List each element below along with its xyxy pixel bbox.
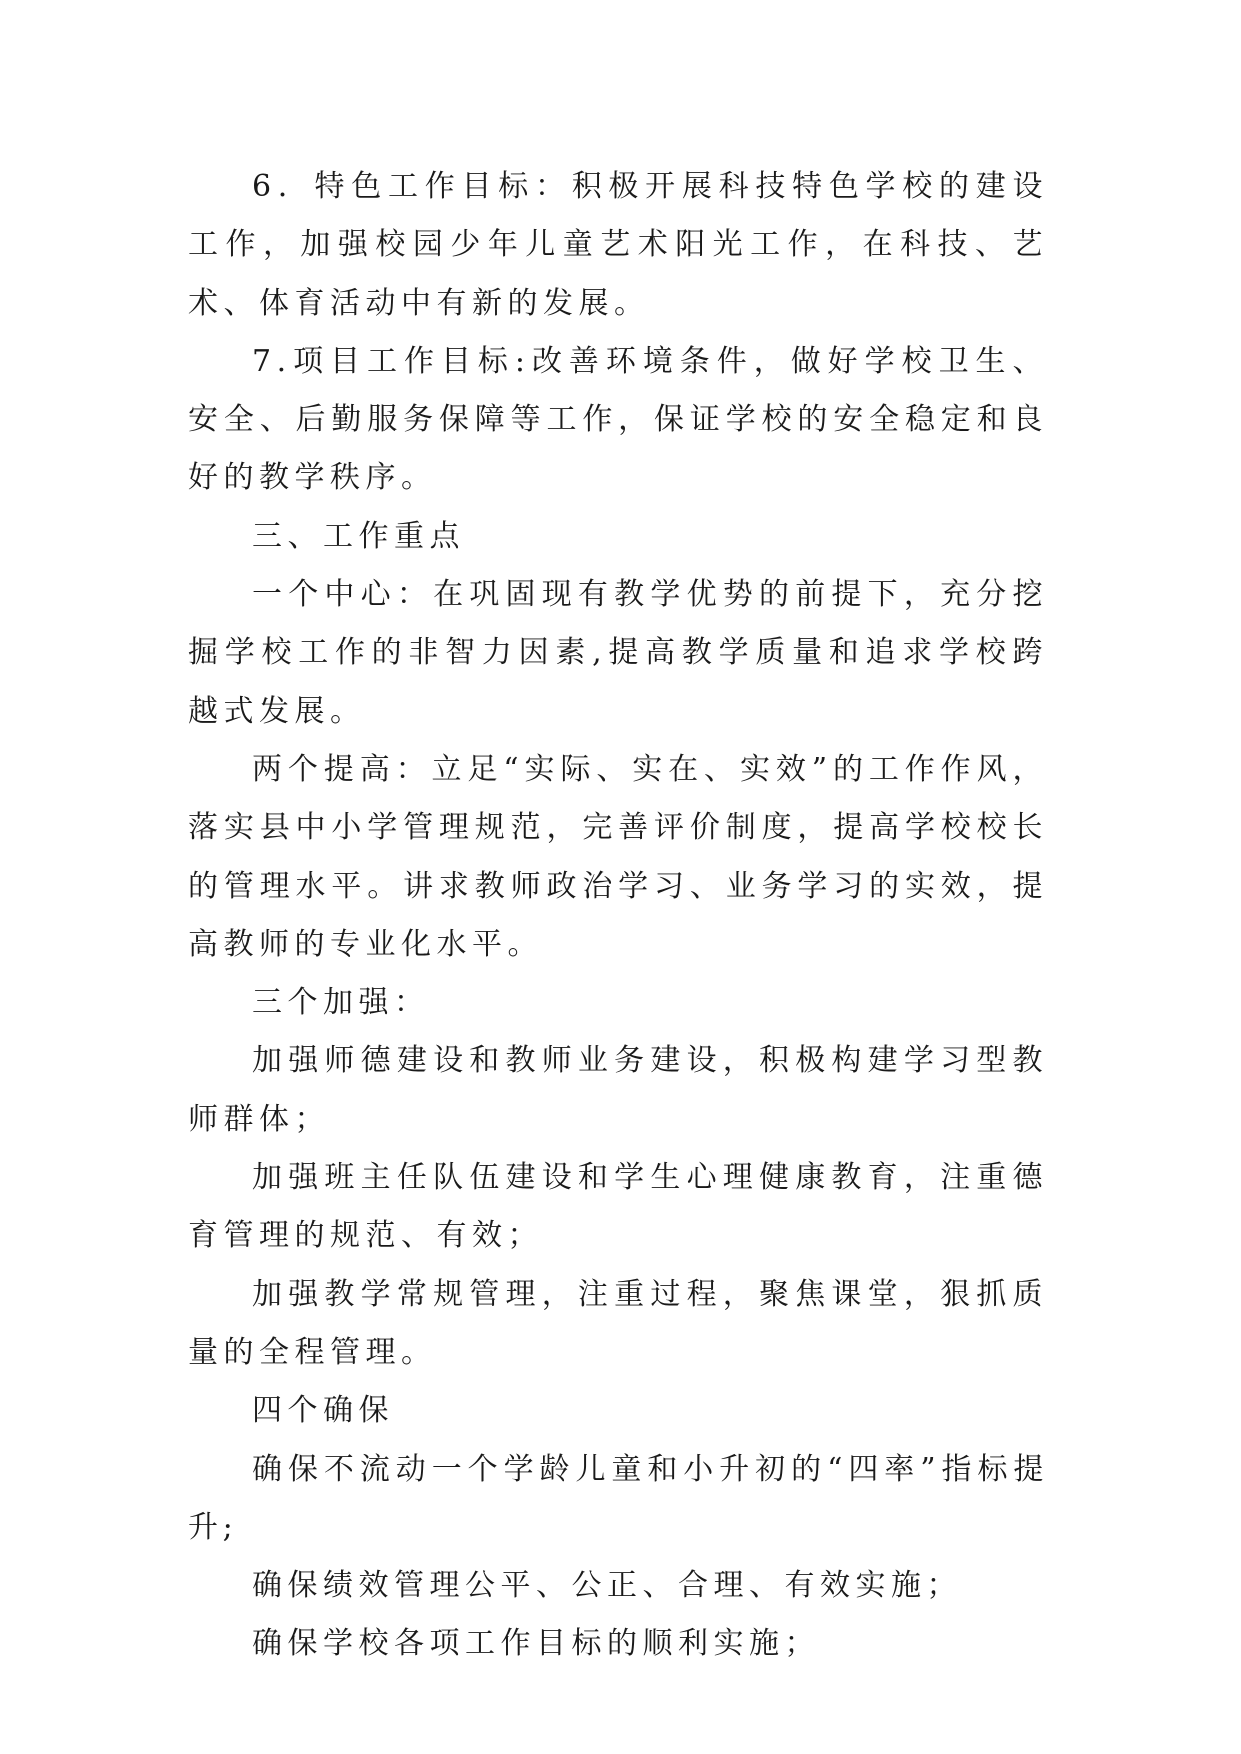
paragraph-ensure-performance: 确保绩效管理公平、公正、合理、有效实施； bbox=[252, 1568, 962, 1604]
subheading-four-ensure: 四个确保 bbox=[252, 1393, 394, 1429]
paragraph-one-center: 一个中心：在巩固现有教学优势的前提下，充分挖掘学校工作的非智力因素,提高教学质量和追求学校跨越式发展。 bbox=[188, 577, 1048, 729]
paragraph-strengthen-ethics: 加强师德建设和教师业务建设，积极构建学习型教师群体； bbox=[188, 1043, 1048, 1137]
paragraph-ensure-goals: 确保学校各项工作目标的顺利实施； bbox=[252, 1626, 820, 1662]
paragraph-ensure-enrollment: 确保不流动一个学龄儿童和小升初的“四率”指标提升; bbox=[188, 1451, 1048, 1545]
section-heading-work-focus: 三、工作重点 bbox=[252, 518, 465, 554]
document-body bbox=[188, 158, 1048, 1674]
paragraph-strengthen-teaching-routine: 加强教学常规管理，注重过程，聚焦课堂，狠抓质量的全程管理。 bbox=[188, 1276, 1048, 1370]
paragraph-strengthen-class-teachers: 加强班主任队伍建设和学生心理健康教育，注重德育管理的规范、有效； bbox=[188, 1160, 1048, 1254]
paragraph-two-improvements: 两个提高：立足“实际、实在、实效”的工作作风，落实县中小学管理规范，完善评价制度，提高学校校长的管理水平。讲求教师政治学习、业务学习的实效，提高教师的专业化水平。 bbox=[188, 751, 1048, 962]
subheading-three-strengthen: 三个加强： bbox=[252, 985, 430, 1021]
paragraph-goal-7: 7.项目工作目标:改善环境条件，做好学校卫生、安全、后勤服务保障等工作，保证学校的安全稳定和良好的教学秩序。 bbox=[188, 343, 1048, 496]
paragraph-goal-6: 6．特色工作目标：积极开展科技特色学校的建设工作，加强校园少年儿童艺术阳光工作，在科技、艺术、体育活动中有新的发展。 bbox=[188, 169, 1048, 321]
